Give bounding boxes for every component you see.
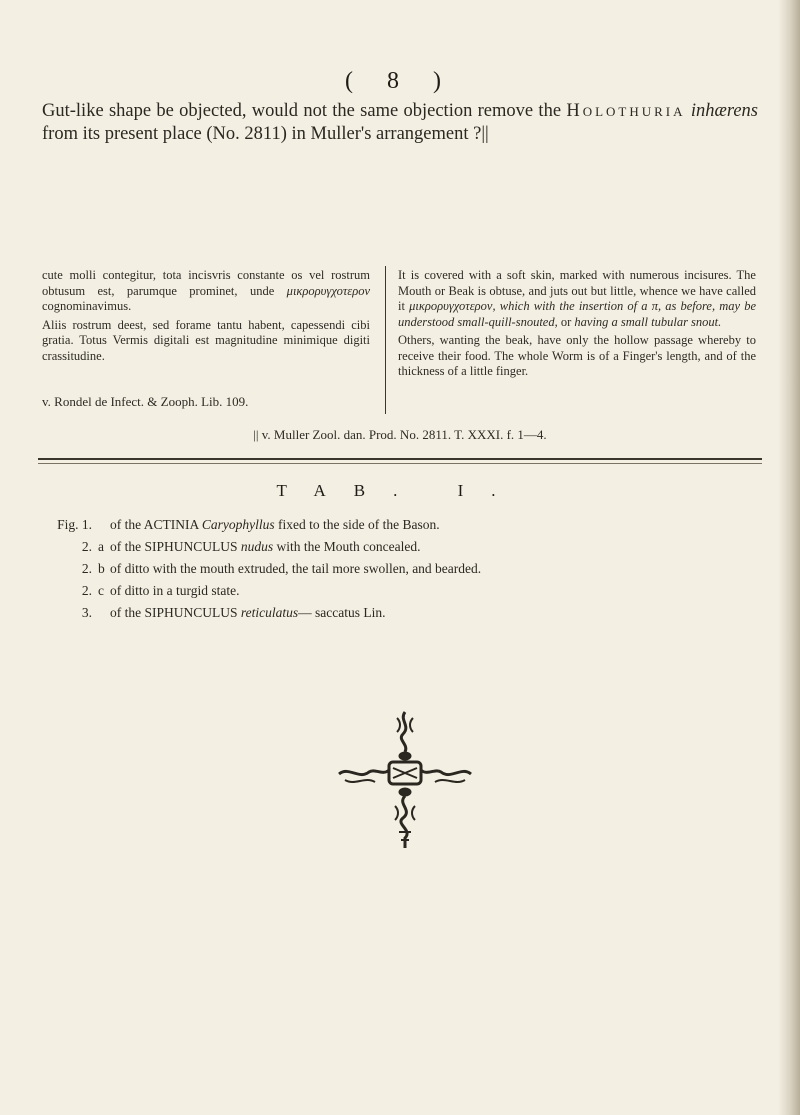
figure-letter bbox=[98, 602, 110, 624]
intro-paragraph bbox=[42, 100, 758, 146]
figure-desc-post: fixed to the side of the Bason. bbox=[274, 517, 440, 532]
figure-letter: b bbox=[98, 561, 105, 576]
horizontal-rule-thin bbox=[38, 463, 762, 464]
horizontal-rule bbox=[38, 458, 762, 460]
figure-letter bbox=[98, 514, 110, 536]
latin-reference: v. Rondel de Infect. & Zooph. Lib. 109. bbox=[42, 394, 249, 409]
figure-number: 2. bbox=[81, 561, 92, 576]
latin-paragraph-2: Aliis rostrum deest, sed forame tantu habent, capessendi cibi gratia. Totus Vermis digitali est magnitudine minimique digiti crassitudine. bbox=[42, 317, 370, 363]
figure-description bbox=[110, 536, 755, 558]
english-paragraph-2: Others, wanting the beak, have only the hollow passage whereby to receive their food. The whole Worm is of a Finger's length, and of the thickness of a little finger. bbox=[398, 333, 756, 378]
holothuria-name: Holothuria bbox=[566, 101, 686, 121]
english-p1-or: or bbox=[560, 314, 572, 329]
footnote: || v. Muller Zool. dan. Prod. No. 2811. T. XXXI. f. 1—4. bbox=[253, 427, 547, 442]
figure-row bbox=[55, 558, 755, 580]
latin-p1-text: cute molli contegitur, tota incisvris constante os vel rostrum obtusum est, parumque prominet, unde bbox=[42, 268, 370, 298]
english-column bbox=[398, 268, 756, 383]
figure-list bbox=[55, 514, 755, 624]
figure-desc-post: with the Mouth concealed. bbox=[273, 539, 421, 554]
figure-desc-post: — saccatus Lin. bbox=[298, 605, 386, 620]
figure-row bbox=[55, 536, 755, 558]
figure-desc-pre: of the ACTINIA bbox=[110, 517, 202, 532]
latin-column bbox=[42, 268, 370, 413]
figure-description bbox=[110, 580, 755, 602]
figure-letter: c bbox=[98, 583, 104, 598]
english-p1-italic: which with the insertion of a π, as before, may be understood small-quill-snouted, bbox=[398, 299, 757, 329]
english-p1-italic-2: having a small tubular snout. bbox=[574, 314, 722, 329]
page-edge-shadow bbox=[778, 0, 800, 1115]
latin-p1-end: cognominavimus. bbox=[42, 299, 132, 313]
intro-line-2-rest: from its present place (No. 2811) in Muller's bbox=[42, 124, 372, 144]
figure-number: 3. bbox=[81, 605, 92, 620]
intro-line-3: arrangement ?|| bbox=[376, 124, 489, 144]
page-number: ( 8 ) bbox=[345, 68, 455, 94]
inhaerens-italic: inhærens bbox=[690, 101, 758, 121]
english-paragraph-1 bbox=[398, 268, 756, 330]
figure-description bbox=[110, 558, 755, 580]
figure-desc-pre: of the SIPHUNCULUS bbox=[110, 539, 241, 554]
figure-number: 2. bbox=[81, 583, 92, 598]
plate-heading: TAB. I. bbox=[276, 481, 524, 500]
figure-desc-italic: nudus bbox=[240, 539, 274, 554]
figure-letter: a bbox=[98, 539, 104, 554]
figure-desc-pre: of ditto with the mouth extruded, the tail more swollen, and bearded. bbox=[110, 561, 482, 576]
figure-desc-italic: reticulatus bbox=[240, 605, 299, 620]
figure-row bbox=[55, 602, 755, 624]
english-p1-text: It is covered with a soft skin, marked with numerous incisures. The Mouth or Beak is obtuse, and juts out but little, whence we have called it bbox=[398, 268, 756, 313]
intro-line-1: Gut-like shape be objected, would not the same objection remove the bbox=[42, 101, 562, 121]
english-greek-word: μικρορυγχοτερον, bbox=[409, 299, 496, 313]
figure-row bbox=[55, 514, 755, 536]
latin-greek-word: μικρορυγχοτερον bbox=[286, 283, 371, 298]
fleuron-ornament-icon bbox=[335, 710, 475, 850]
figure-desc-pre: of ditto in a turgid state. bbox=[110, 583, 240, 598]
figure-description bbox=[110, 514, 755, 536]
figure-desc-pre: of the SIPHUNCULUS bbox=[110, 605, 241, 620]
column-divider bbox=[385, 266, 386, 414]
figure-row bbox=[55, 580, 755, 602]
figure-number: 2. bbox=[81, 539, 92, 554]
latin-paragraph-1 bbox=[42, 268, 370, 315]
figure-desc-italic: Caryophyllus bbox=[201, 517, 275, 532]
figure-number: Fig. 1. bbox=[57, 517, 92, 532]
figure-description bbox=[110, 602, 755, 624]
